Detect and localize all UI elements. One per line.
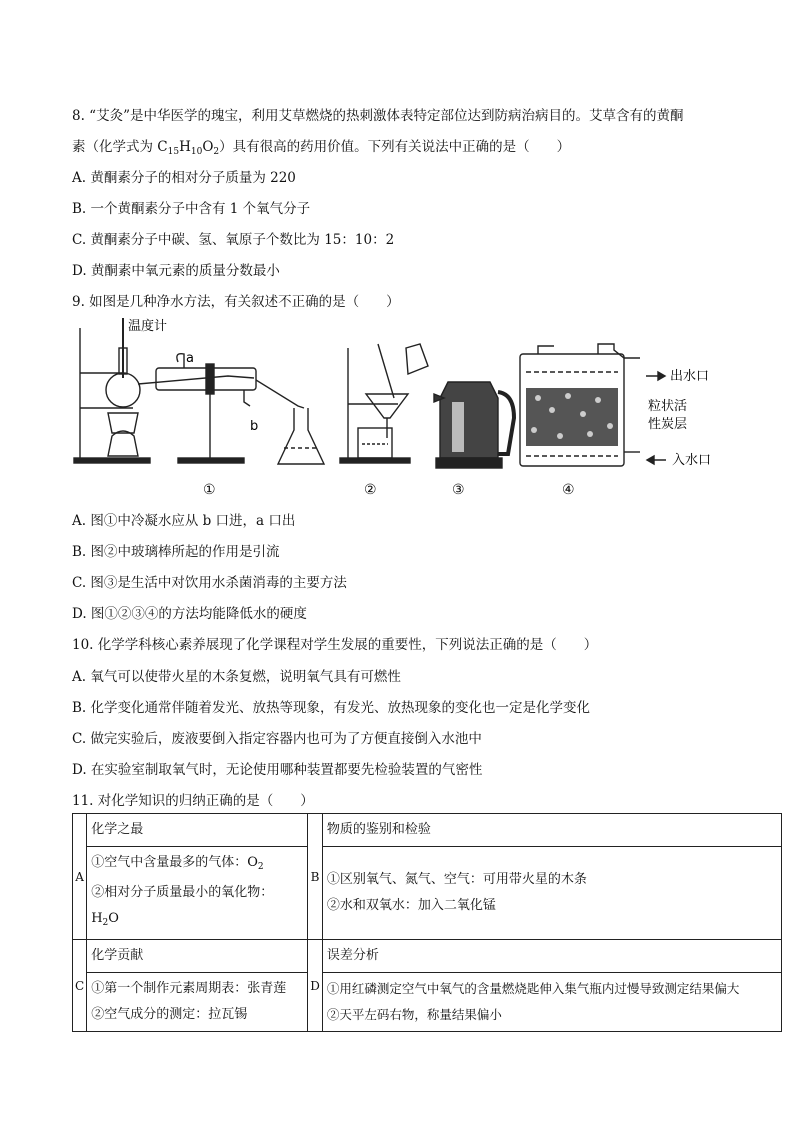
option-a-line-3 bbox=[91, 906, 303, 936]
carbon-layer-label-2: 性炭层 bbox=[648, 417, 688, 432]
option-b-letter: B bbox=[308, 814, 323, 940]
inlet-b-label: b bbox=[250, 419, 259, 434]
carbon-filter-apparatus bbox=[520, 344, 666, 466]
q10-option-c: C. 做完实验后，废液要倒入指定容器内也可为了方便直接倒入水池中 bbox=[72, 731, 482, 747]
q9-option-a: A. 图①中冷凝水应从 b 口进，a 口出 bbox=[72, 513, 296, 529]
table-row bbox=[73, 847, 782, 940]
option-d-title: 误差分析 bbox=[322, 940, 781, 973]
inlet-label: 入水口 bbox=[672, 453, 712, 468]
option-a-line-2: ②相对分子质量最小的氧化物： bbox=[91, 885, 274, 900]
option-c-content bbox=[87, 973, 308, 1032]
distillation-apparatus bbox=[74, 318, 324, 464]
option-b-line-2: ②水和双氧水：加入二氧化锰 bbox=[326, 898, 496, 913]
q10-option-a: A. 氧气可以使带火星的木条复燃，说明氧气具有可燃性 bbox=[72, 669, 401, 685]
q11-stem: 11. 对化学知识的归纳正确的是（ ） bbox=[72, 793, 314, 809]
q10-option-b: B. 化学变化通常伴随着发光、放热等现象，有发光、放热现象的变化也一定是化学变化 bbox=[72, 700, 591, 716]
q8-option-a: A. 黄酮素分子的相对分子质量为 220 bbox=[72, 170, 296, 186]
option-c-letter: C bbox=[73, 940, 87, 1032]
table-row bbox=[73, 814, 782, 847]
option-d-content bbox=[322, 973, 781, 1032]
q10-stem: 10. 化学学科核心素养展现了化学课程对学生发展的重要性，下列说法正确的是（ ） bbox=[72, 637, 598, 653]
formula-h: H bbox=[179, 139, 191, 155]
figure-caption-2: ② bbox=[364, 482, 377, 498]
knowledge-table bbox=[72, 813, 782, 1032]
option-b-title: 物质的鉴别和检验 bbox=[322, 814, 781, 847]
kettle-illustration bbox=[434, 382, 514, 468]
option-a-title: 化学之最 bbox=[87, 814, 308, 847]
option-b-content bbox=[322, 847, 781, 940]
option-a-line-1-text: ①空气中含量最多的气体：O bbox=[91, 855, 258, 870]
q8-stem-line1: 8. “艾灸”是中华医学的瑰宝，利用艾草燃烧的热刺激体表特定部位达到防病治病目的。艾草含有的黄酮 bbox=[72, 108, 684, 124]
q9-stem: 9. 如图是几种净水方法，有关叙述不正确的是（ ） bbox=[72, 294, 400, 310]
q8-stem-line2 bbox=[72, 135, 570, 157]
option-c-line-2: ②空气成分的测定：拉瓦锡 bbox=[91, 1007, 248, 1022]
q9-option-b: B. 图②中玻璃棒所起的作用是引流 bbox=[72, 544, 280, 560]
filtration-apparatus bbox=[340, 344, 428, 463]
table-row bbox=[73, 940, 782, 973]
water-purification-figure bbox=[68, 318, 728, 508]
option-b-line-1: ①区别氧气、氮气、空气：可用带火星的木条 bbox=[326, 872, 587, 887]
option-d-line-2: ②天平左码右物，称量结果偏小 bbox=[326, 1007, 502, 1022]
formula-sub-h: 10 bbox=[190, 147, 203, 157]
option-c-line-1: ①第一个制作元素周期表：张青莲 bbox=[91, 981, 287, 996]
formula-sub-c: 15 bbox=[167, 147, 180, 157]
outlet-label: 出水口 bbox=[670, 369, 710, 384]
formula-o: O bbox=[202, 139, 214, 155]
option-a-line-1 bbox=[91, 850, 303, 880]
option-d-line-1: ①用红磷测定空气中氧气的含量燃烧匙伸入集气瓶内过慢导致测定结果偏大 bbox=[326, 981, 740, 996]
q10-option-d: D. 在实验室制取氧气时，无论使用哪种装置都要先检验装置的气密性 bbox=[72, 762, 483, 778]
inlet-a-label: a bbox=[186, 351, 194, 366]
option-a-content bbox=[87, 847, 308, 940]
q8-stem-pre: 素（化学式为 C bbox=[72, 139, 168, 155]
q9-option-d: D. 图①②③④的方法均能降低水的硬度 bbox=[72, 606, 307, 622]
formula-sub: 2 bbox=[102, 918, 109, 928]
formula-sub: 2 bbox=[257, 862, 264, 872]
figure-caption-1: ① bbox=[203, 482, 216, 498]
q8-option-d: D. 黄酮素中氧元素的质量分数最小 bbox=[72, 263, 280, 279]
carbon-layer-label-1: 粒状活 bbox=[648, 399, 688, 414]
formula-o: O bbox=[108, 911, 119, 926]
figure-caption-4: ④ bbox=[562, 482, 575, 498]
q8-stem-post: ）具有很高的药用价值。下列有关说法中正确的是（ ） bbox=[219, 139, 571, 155]
q8-option-b: B. 一个黄酮素分子中含有 1 个氧气分子 bbox=[72, 201, 311, 217]
formula-h: H bbox=[91, 911, 103, 926]
option-a-letter: A bbox=[73, 814, 87, 940]
figure-caption-3: ③ bbox=[452, 482, 465, 498]
formula-sub-o: 2 bbox=[213, 147, 220, 157]
option-c-title: 化学贡献 bbox=[87, 940, 308, 973]
option-d-letter: D bbox=[308, 940, 323, 1032]
table-row bbox=[73, 973, 782, 1032]
q8-option-c: C. 黄酮素分子中碳、氢、氧原子个数比为 15：10：2 bbox=[72, 232, 395, 248]
thermometer-label: 温度计 bbox=[128, 319, 168, 334]
q9-option-c: C. 图③是生活中对饮用水杀菌消毒的主要方法 bbox=[72, 575, 347, 591]
